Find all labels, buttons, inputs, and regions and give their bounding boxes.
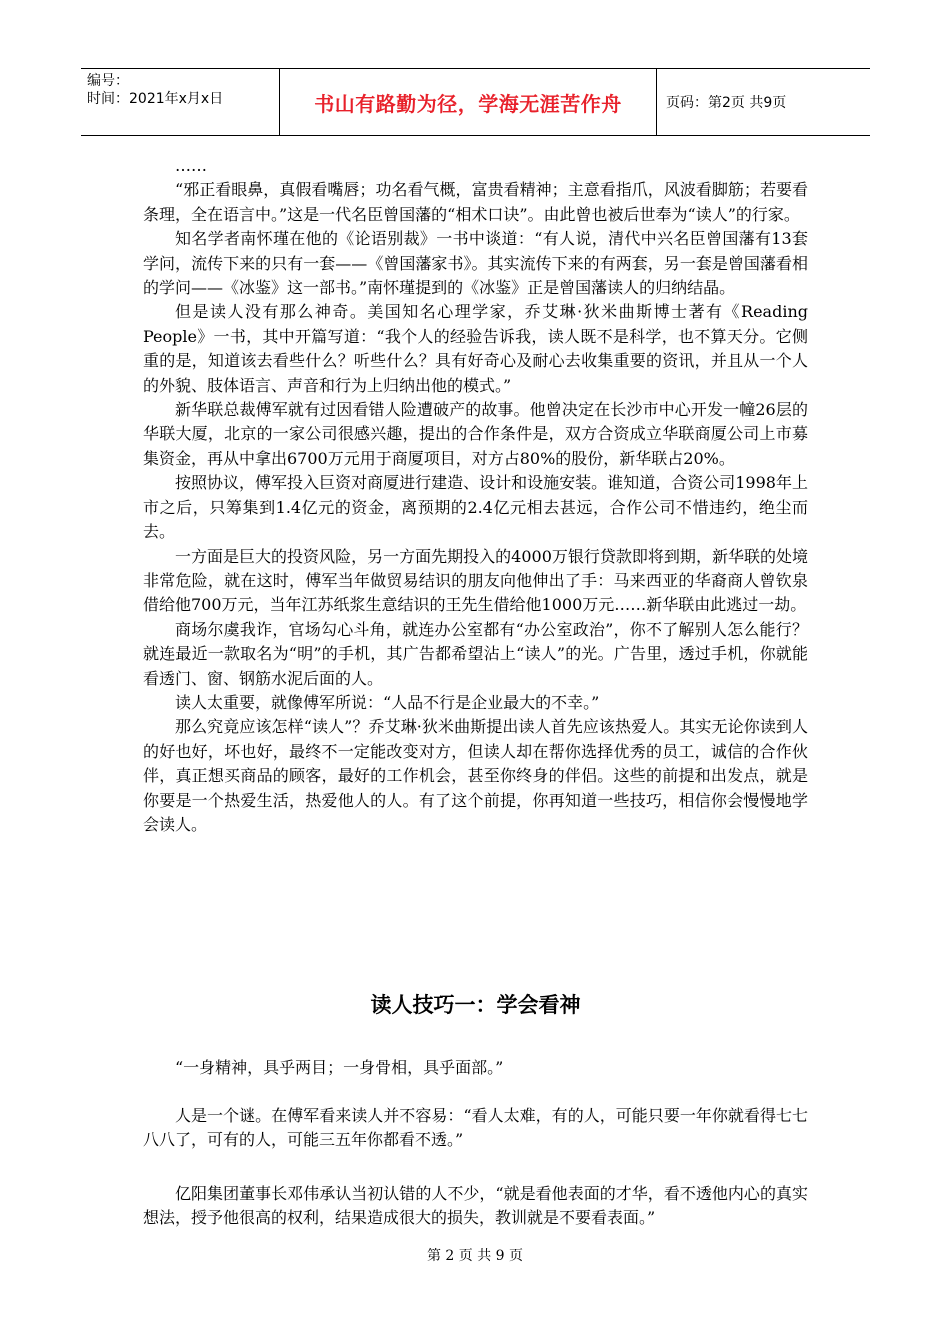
page-header bbox=[81, 68, 870, 136]
section-heading: 读人技巧一：学会看神 bbox=[370, 993, 581, 1017]
body-paragraph: 商场尔虞我诈，官场勾心斗角，就连办公室都有“办公室政治”，你不了解别人怎么能行？就连最近一款取名为“明”的手机，其广告都希望沾上“读人”的光。广告里，透过手机，你就能看透门、窗、钢筋水泥后面的人。 bbox=[143, 619, 808, 688]
section-paragraph-block bbox=[143, 1104, 808, 1153]
body-paragraph: 但是读人没有那么神奇。美国知名心理学家，乔艾琳·狄米曲斯博士著有《Reading People》一书，其中开篇写道：“我个人的经验告诉我，读人既不是科学，也不算天分。它侧重的是，知道该去看些什么？听些什么？具有好奇心及耐心去收集重要的资讯，并且从一个人的外貌、肢体语言、声音和行为上归纳出他的模式。” bbox=[143, 302, 808, 395]
body-paragraph: 按照协议，傅军投入巨资对商厦进行建造、设计和设施安装。谁知道，合资公司1998年上市之后，只筹集到1.4亿元的资金，离预期的2.4亿元相去甚远，合作公司不惜违约，绝尘而去。 bbox=[143, 473, 808, 542]
article-body bbox=[143, 154, 808, 837]
ellipsis-line: …… bbox=[175, 156, 207, 175]
header-page-number: 页码：第2页 共9页 bbox=[666, 95, 787, 111]
body-paragraph: 那么究竟应该怎样“读人”？乔艾琳·狄米曲斯提出读人首先应该热爱人。其实无论你读到人的好也好，坏也好，最终不一定能改变对方，但读人却在帮你选择优秀的员工，诚信的合作伙伴，真正想买商品的顾客，最好的工作机会，甚至你终身的伴侣。这些的前提和出发点，就是你要是一个热爱生活，热爱他人的人。有了这个前提，你再知道一些技巧，相信你会慢慢地学会读人。 bbox=[143, 717, 808, 834]
body-paragraph: 一方面是巨大的投资风险，另一方面先期投入的4000万银行贷款即将到期，新华联的处境非常危险，就在这时，傅军当年做贸易结识的朋友向他伸出了手：马来西亚的华裔商人曾钦泉借给他700万元，当年江苏纸浆生意结识的王先生借给他1000万元……新华联由此逃过一劫。 bbox=[143, 546, 808, 615]
body-paragraph: 新华联总裁傅军就有过因看错人险遭破产的故事。他曾决定在长沙市中心开发一幢26层的华联大厦，北京的一家公司很感兴趣，提出的合作条件是，双方合资成立华联商厦公司上市募集资金，再从中拿出6700万元用于商厦项目，对方占80%的股份，新华联占20%。 bbox=[143, 400, 808, 468]
header-motto: 书山有路勤为径，学海无涯苦作舟 bbox=[280, 69, 657, 135]
section-paragraph: 人是一个谜。在傅军看来读人并不容易：“看人太难，有的人，可能只要一年你就看得七七八八了，可有的人，可能三五年你都看不透。” bbox=[143, 1106, 808, 1150]
section-paragraph: 亿阳集团董事长邓伟承认当初认错的人不少，“就是看他表面的才华，看不透他内心的真实想法，授予他很高的权利，结果造成很大的损失，教训就是不要看表面。” bbox=[143, 1184, 808, 1228]
section-quote: “一身精神，具乎两目；一身骨相，具乎面部。” bbox=[175, 1058, 504, 1077]
body-paragraph: 读人太重要，就像傅军所说：“人品不行是企业最大的不幸。” bbox=[175, 692, 600, 712]
page-footer: 第 2 页 共 9 页 bbox=[426, 1248, 524, 1264]
header-meta-cell bbox=[81, 69, 280, 135]
section-paragraph-block bbox=[143, 1182, 808, 1231]
section-quote-block bbox=[143, 1056, 808, 1080]
document-time-label: 时间：2021年x月x日 bbox=[87, 91, 224, 107]
body-paragraph: 知名学者南怀瑾在他的《论语别裁》一书中谈道：“有人说，清代中兴名臣曾国藩有13套学问，流传下来的只有一套——《曾国藩家书》。其实流传下来的有两套，另一套是曾国藩看相的学问——《冰鉴》这一部书。”南怀瑾提到的《冰鉴》正是曾国藩读人的归纳结晶。 bbox=[143, 229, 808, 298]
body-paragraph: “邪正看眼鼻，真假看嘴唇；功名看气概，富贵看精神；主意看指爪，风波看脚筋；若要看条理，全在语言中。”这是一代名臣曾国藩的“相术口诀”。由此曾也被后世奉为“读人”的行家。 bbox=[143, 180, 808, 224]
document-number-label: 编号： bbox=[87, 73, 129, 89]
